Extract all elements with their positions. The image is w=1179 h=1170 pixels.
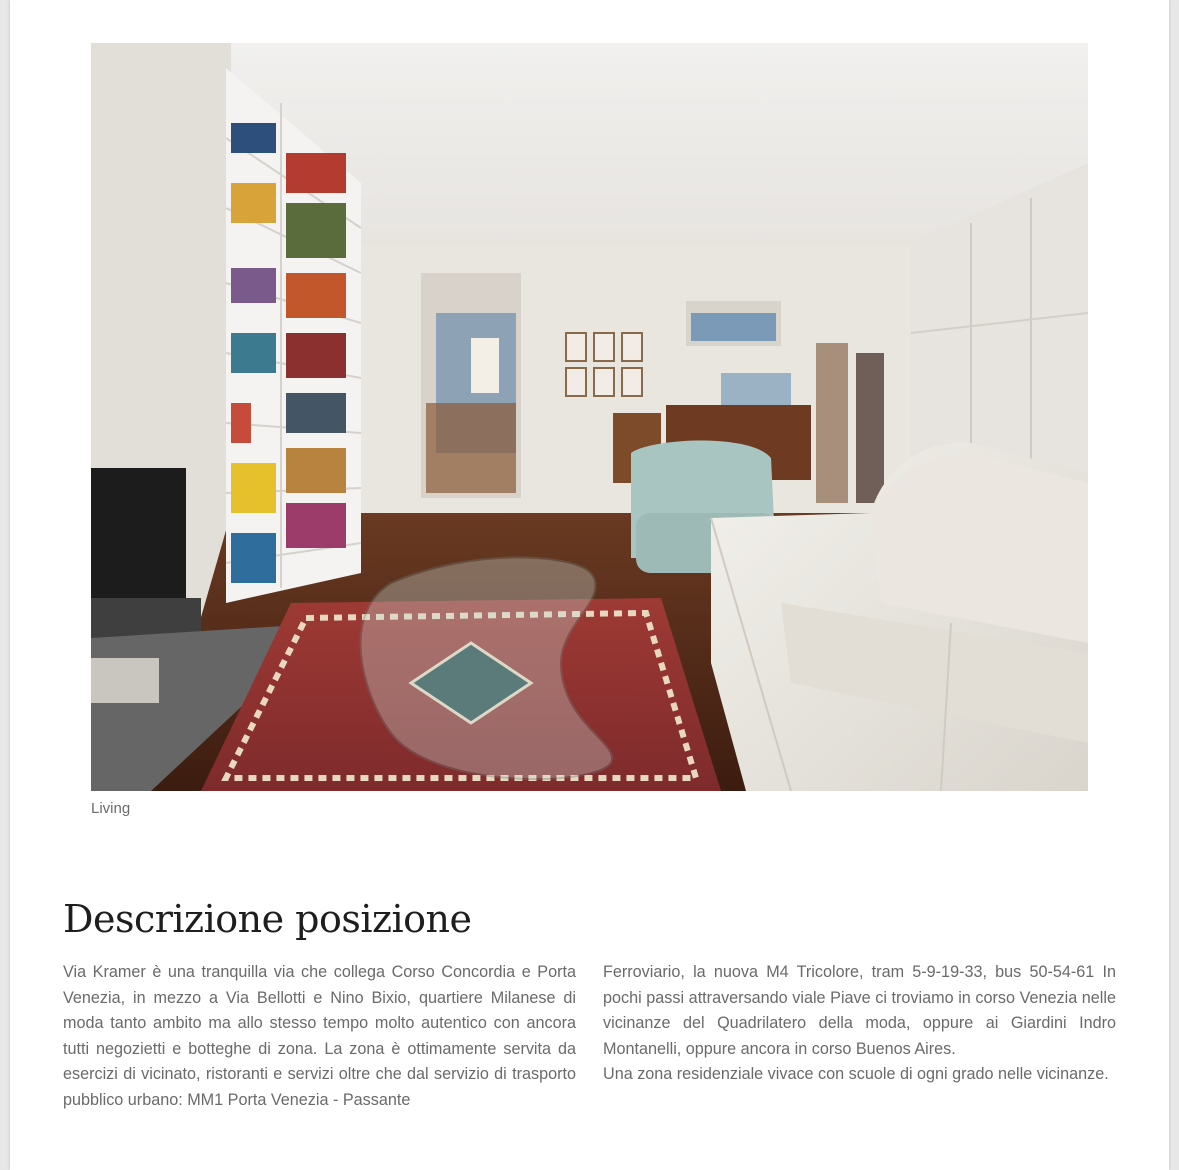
- description-column-right: [603, 960, 1116, 1088]
- description-paragraph: Via Kramer è una tranquilla via che collega Corso Concordia e Porta Venezia, in mezzo a Via Bellotti e Nino Bixio, quartiere Milanese di moda tanto ambito ma allo stesso tempo molto autentico con ancora tutti negozietti e botteghe di zona. La zona è ottimamente servita da esercizi di vicinato, ristoranti e servizi oltre che dal servizio di trasporto pubblico urbano: MM1 Porta Venezia - Passante: [63, 963, 576, 1109]
- living-room-photo: [91, 43, 1088, 791]
- description-paragraph: Ferroviario, la nuova M4 Tricolore, tram 5-9-19-33, bus 50-54-61 In pochi passi attraversando viale Piave ci troviamo in corso Venezia nelle vicinanze del Quadrilatero della moda, oppure ai Giardini Indro Montanelli, oppure ancora in corso Buenos Aires.: [603, 963, 1116, 1058]
- section-title: Descrizione posizione: [63, 897, 472, 941]
- description-paragraph: Una zona residenziale vivace con scuole di ogni grado nelle vicinanze.: [603, 1065, 1109, 1084]
- document-page: [10, 0, 1169, 1170]
- description-column-left: [63, 960, 576, 1114]
- photo-caption: Living: [91, 800, 131, 817]
